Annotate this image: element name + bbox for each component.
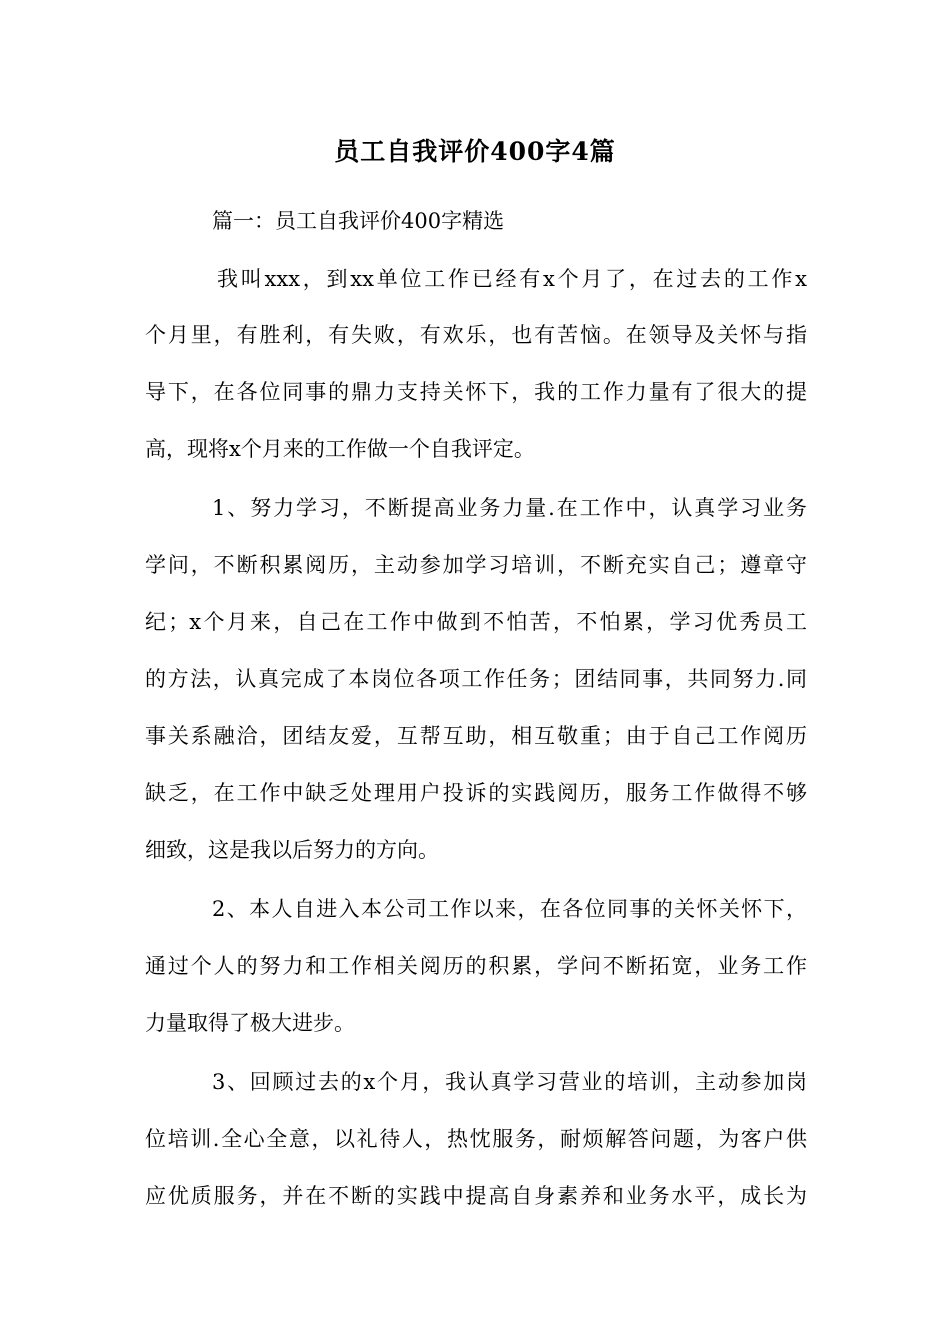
section-heading: 篇一：员工自我评价400字精选 — [212, 209, 505, 233]
paragraph-line: 位培训.全心全意，以礼待人，热忱服务，耐烦解答问题，为客户供 — [145, 1127, 807, 1151]
paragraph-line: 高，现将x个月来的工作做一个自我评定。 — [145, 437, 535, 461]
paragraph-line: 3、回顾过去的x个月，我认真学习营业的培训，主动参加岗 — [212, 1070, 807, 1094]
paragraph-line: 细致，这是我以后努力的方向。 — [145, 838, 439, 862]
paragraph-line: 的方法，认真完成了本岗位各项工作任务；团结同事，共同努力.同 — [145, 667, 807, 691]
paragraph-line: 导下，在各位同事的鼎力支持关怀下，我的工作力量有了很大的提 — [145, 380, 807, 404]
paragraph-line: 学问，不断积累阅历，主动参加学习培训，不断充实自己；遵章守 — [145, 553, 807, 577]
paragraph-line: 纪；x个月来，自己在工作中做到不怕苦，不怕累，学习优秀员工 — [145, 610, 807, 634]
document-title: 员工自我评价400字4篇 — [334, 137, 616, 166]
paragraph-line: 我叫xxx，到xx单位工作已经有x个月了，在过去的工作x — [217, 267, 807, 291]
paragraph-line: 力量取得了极大进步。 — [145, 1011, 355, 1035]
paragraph-line: 2、本人自进入本公司工作以来，在各位同事的关怀关怀下， — [212, 897, 807, 921]
paragraph-line: 1、努力学习，不断提高业务力量.在工作中，认真学习业务 — [212, 496, 807, 520]
paragraph-line: 应优质服务，并在不断的实践中提高自身素养和业务水平，成长为 — [145, 1184, 807, 1208]
paragraph-line: 事关系融洽，团结友爱，互帮互助，相互敬重；由于自己工作阅历 — [145, 724, 807, 748]
paragraph-line: 个月里，有胜利，有失败，有欢乐，也有苦恼。在领导及关怀与指 — [145, 323, 807, 347]
paragraph-line: 缺乏，在工作中缺乏处理用户投诉的实践阅历，服务工作做得不够 — [145, 781, 807, 805]
paragraph-line: 通过个人的努力和工作相关阅历的积累，学问不断拓宽，业务工作 — [145, 954, 807, 978]
